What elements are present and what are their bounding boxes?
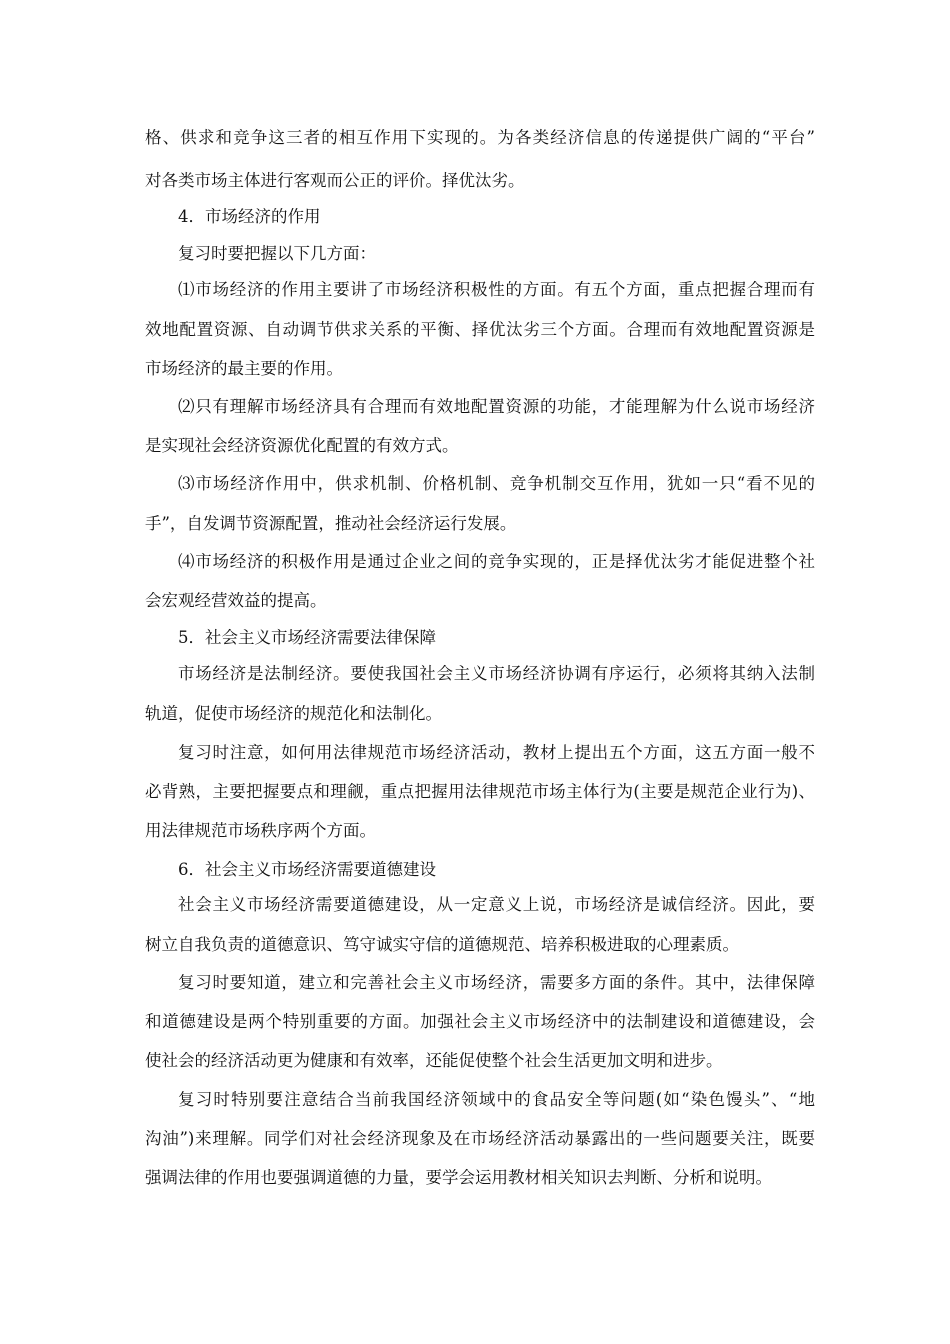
text-line: ⑶市场经济作用中，供求机制、价格机制、竞争机制交互作用，犹如一只“看不见的 bbox=[178, 474, 815, 493]
text-line: 沟油”)来理解。同学们对社会经济现象及在市场经济活动暴露出的一些问题要关注，既要 bbox=[145, 1129, 815, 1148]
text-line: 市场经济是法制经济。要使我国社会主义市场经济协调有序运行，必须将其纳入法制 bbox=[178, 664, 815, 683]
text-line: 复习时注意，如何用法律规范市场经济活动，教材上提出五个方面，这五方面一般不 bbox=[178, 743, 815, 762]
text-line: 效地配置资源、自动调节供求关系的平衡、择优汰劣三个方面。合理而有效地配置资源是 bbox=[145, 320, 815, 339]
text-line: 对各类市场主体进行客观而公正的评价。择优汰劣。 bbox=[145, 171, 525, 190]
text-line: 复习时要知道，建立和完善社会主义市场经济，需要多方面的条件。其中，法律保障 bbox=[178, 973, 815, 992]
section-heading: 6．社会主义市场经济需要道德建设 bbox=[178, 860, 436, 879]
text-line: 市场经济的最主要的作用。 bbox=[145, 359, 343, 378]
text-line: 是实现社会经济资源优化配置的有效方式。 bbox=[145, 436, 459, 455]
text-line: 强调法律的作用也要强调道德的力量，要学会运用教材相关知识去判断、分析和说明。 bbox=[145, 1168, 772, 1187]
text-line: 格、供求和竞争这三者的相互作用下实现的。为各类经济信息的传递提供广阔的“平台” bbox=[145, 128, 815, 147]
text-line: ⑴市场经济的作用主要讲了市场经济积极性的方面。有五个方面，重点把握合理而有 bbox=[178, 280, 815, 299]
text-line: 轨道，促使市场经济的规范化和法制化。 bbox=[145, 704, 442, 723]
text-line: 复习时特别要注意结合当前我国经济领域中的食品安全等问题(如“染色馒头”、“地 bbox=[178, 1090, 815, 1109]
text-line: 用法律规范市场秩序两个方面。 bbox=[145, 821, 376, 840]
text-line: 树立自我负责的道德意识、笃守诚实守信的道德规范、培养积极进取的心理素质。 bbox=[145, 935, 739, 954]
text-line: 会宏观经营效益的提高。 bbox=[145, 591, 327, 610]
text-line: ⑷市场经济的积极作用是通过企业之间的竞争实现的，正是择优汰劣才能促进整个社 bbox=[178, 552, 815, 571]
text-line: 必背熟，主要把握要点和理觎，重点把握用法律规范市场主体行为(主要是规范企业行为)、 bbox=[145, 782, 815, 801]
text-line: 复习时要把握以下几方面： bbox=[178, 244, 376, 263]
section-heading: 4．市场经济的作用 bbox=[178, 207, 321, 226]
text-line: 使社会的经济活动更为健康和有效率，还能促使整个社会生活更加文明和进步。 bbox=[145, 1051, 723, 1070]
text-line: 手”，自发调节资源配置，推动社会经济运行发展。 bbox=[145, 514, 517, 533]
text-line: ⑵只有理解市场经济具有合理而有效地配置资源的功能，才能理解为什么说市场经济 bbox=[178, 397, 815, 416]
section-heading: 5．社会主义市场经济需要法律保障 bbox=[178, 628, 436, 647]
text-line: 社会主义市场经济需要道德建设，从一定意义上说，市场经济是诚信经济。因此，要 bbox=[178, 895, 815, 914]
text-line: 和道德建设是两个特别重要的方面。加强社会主义市场经济中的法制建设和道德建设，会 bbox=[145, 1012, 815, 1031]
